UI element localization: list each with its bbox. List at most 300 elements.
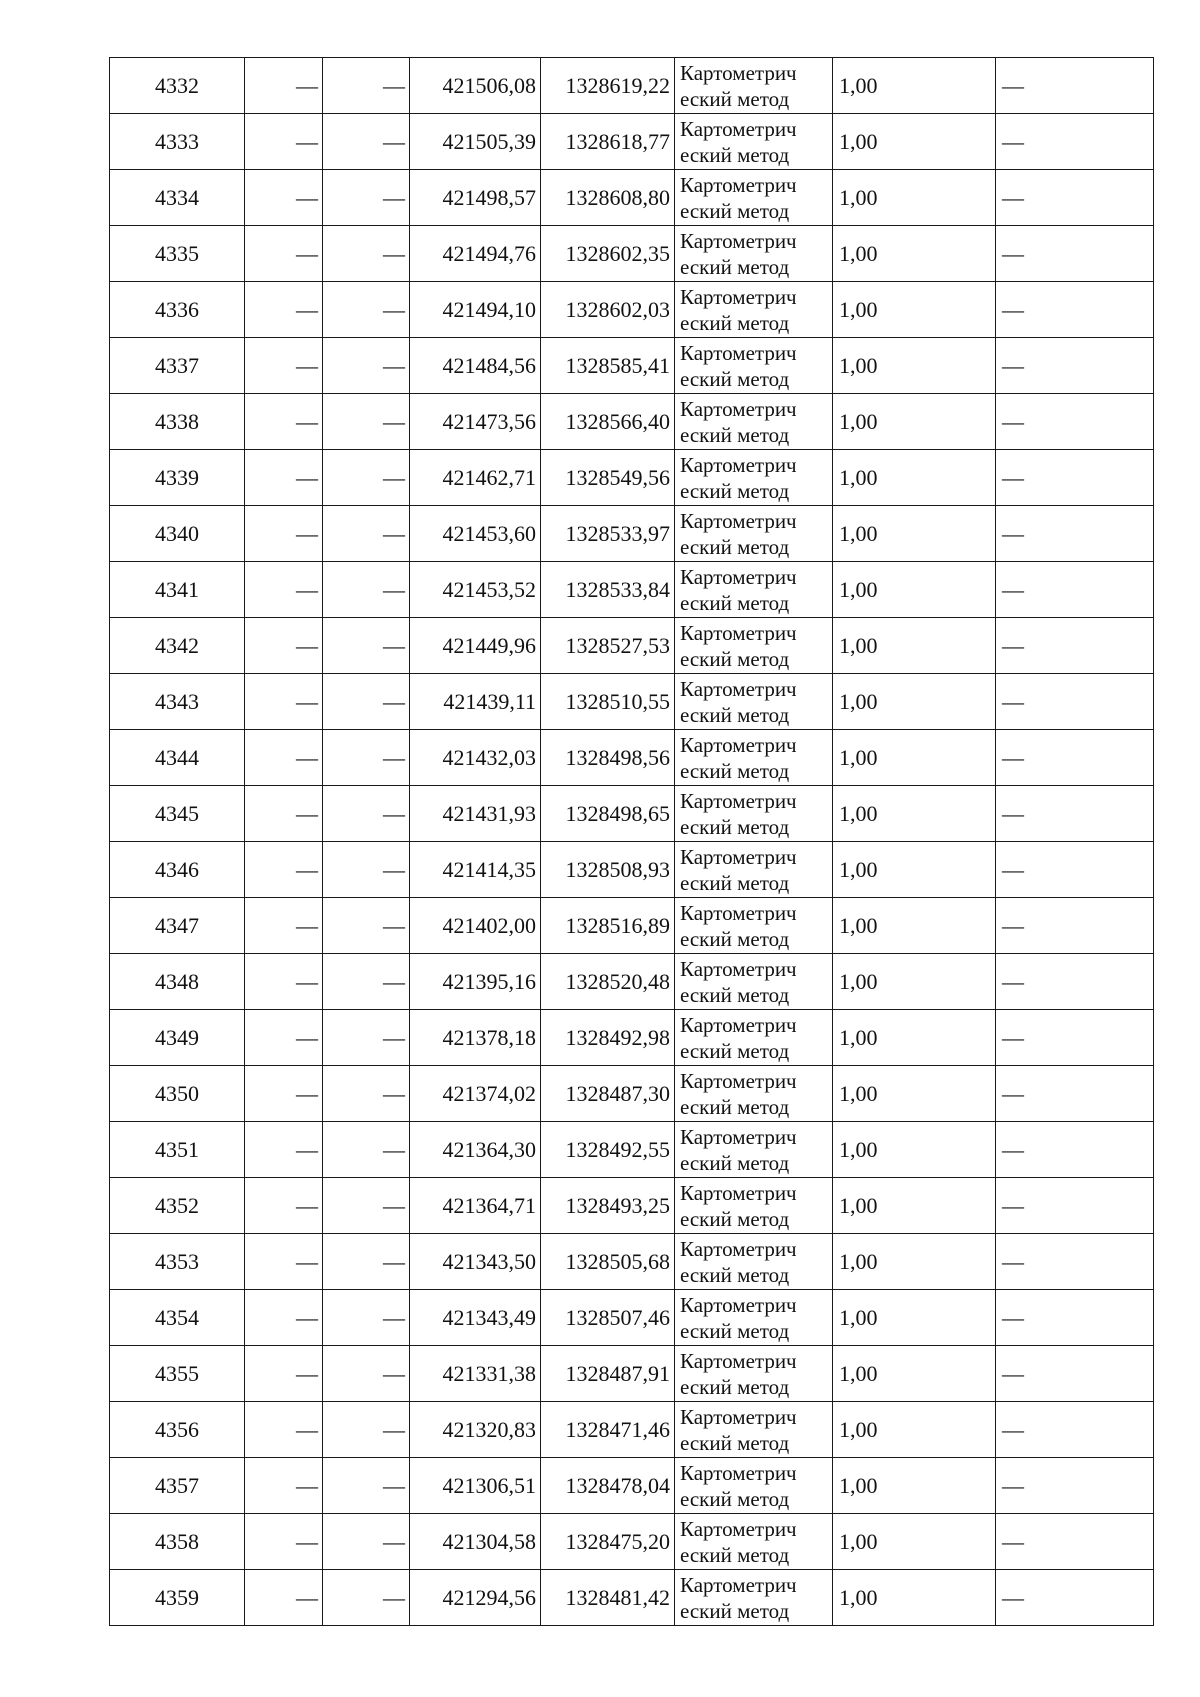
accuracy-value: 1,00 — [833, 1066, 996, 1122]
accuracy-value: 1,00 — [833, 1346, 996, 1402]
coordinate-y: 1328498,65 — [541, 786, 675, 842]
method-cell — [675, 1178, 833, 1234]
coordinate-y: 1328510,55 — [541, 674, 675, 730]
method-cell — [675, 450, 833, 506]
empty-cell: — — [323, 226, 410, 282]
point-number: 4337 — [110, 338, 245, 394]
empty-cell: — — [323, 1402, 410, 1458]
coordinate-y: 1328585,41 — [541, 338, 675, 394]
coordinate-y: 1328493,25 — [541, 1178, 675, 1234]
coordinate-x: 421432,03 — [410, 730, 541, 786]
point-number: 4346 — [110, 842, 245, 898]
accuracy-value: 1,00 — [833, 674, 996, 730]
table-row — [110, 114, 1154, 170]
empty-cell: — — [996, 1234, 1154, 1290]
accuracy-value: 1,00 — [833, 842, 996, 898]
empty-cell: — — [245, 1402, 323, 1458]
method-cell — [675, 170, 833, 226]
table-row — [110, 1010, 1154, 1066]
empty-cell: — — [245, 450, 323, 506]
coordinate-x: 421395,16 — [410, 954, 541, 1010]
empty-cell: — — [245, 1346, 323, 1402]
empty-cell: — — [996, 394, 1154, 450]
empty-cell: — — [323, 1346, 410, 1402]
coordinate-x: 421402,00 — [410, 898, 541, 954]
coordinate-y: 1328481,42 — [541, 1570, 675, 1626]
coordinate-y: 1328516,89 — [541, 898, 675, 954]
empty-cell: — — [996, 898, 1154, 954]
accuracy-value: 1,00 — [833, 338, 996, 394]
method-line-1: Картометрич — [680, 1292, 797, 1317]
coordinate-y: 1328487,91 — [541, 1346, 675, 1402]
point-number: 4350 — [110, 1066, 245, 1122]
empty-cell: — — [323, 170, 410, 226]
method-cell — [675, 114, 833, 170]
empty-cell: — — [245, 898, 323, 954]
point-number: 4356 — [110, 1402, 245, 1458]
accuracy-value: 1,00 — [833, 450, 996, 506]
coordinate-y: 1328487,30 — [541, 1066, 675, 1122]
point-number: 4342 — [110, 618, 245, 674]
empty-cell: — — [245, 282, 323, 338]
method-line-1: Картометрич — [680, 844, 797, 869]
method-line-2: еский метод — [680, 1486, 790, 1511]
method-line-1: Картометрич — [680, 60, 797, 85]
method-line-1: Картометрич — [680, 620, 797, 645]
table-row — [110, 618, 1154, 674]
empty-cell: — — [323, 450, 410, 506]
method-line-2: еский метод — [680, 1150, 790, 1175]
empty-cell: — — [245, 786, 323, 842]
table-row — [110, 58, 1154, 114]
accuracy-value: 1,00 — [833, 1402, 996, 1458]
accuracy-value: 1,00 — [833, 562, 996, 618]
empty-cell: — — [323, 1458, 410, 1514]
method-cell — [675, 394, 833, 450]
empty-cell: — — [245, 1122, 323, 1178]
empty-cell: — — [323, 114, 410, 170]
method-line-2: еский метод — [680, 1318, 790, 1343]
coordinate-x: 421343,49 — [410, 1290, 541, 1346]
accuracy-value: 1,00 — [833, 1458, 996, 1514]
method-line-1: Картометрич — [680, 508, 797, 533]
point-number: 4339 — [110, 450, 245, 506]
point-number: 4335 — [110, 226, 245, 282]
method-cell — [675, 1346, 833, 1402]
method-line-2: еский метод — [680, 1206, 790, 1231]
coordinate-x: 421306,51 — [410, 1458, 541, 1514]
method-line-2: еский метод — [680, 646, 790, 671]
method-line-2: еский метод — [680, 1262, 790, 1287]
method-line-2: еский метод — [680, 814, 790, 839]
point-number: 4349 — [110, 1010, 245, 1066]
empty-cell: — — [245, 1458, 323, 1514]
method-line-2: еский метод — [680, 366, 790, 391]
method-line-1: Картометрич — [680, 1348, 797, 1373]
point-number: 4352 — [110, 1178, 245, 1234]
empty-cell: — — [245, 506, 323, 562]
method-line-1: Картометрич — [680, 1236, 797, 1261]
empty-cell: — — [245, 170, 323, 226]
coordinate-y: 1328549,56 — [541, 450, 675, 506]
table-row — [110, 1122, 1154, 1178]
method-line-1: Картометрич — [680, 732, 797, 757]
empty-cell: — — [245, 674, 323, 730]
empty-cell: — — [323, 338, 410, 394]
empty-cell: — — [323, 618, 410, 674]
method-line-2: еский метод — [680, 478, 790, 503]
accuracy-value: 1,00 — [833, 170, 996, 226]
coordinate-y: 1328619,22 — [541, 58, 675, 114]
coordinate-y: 1328566,40 — [541, 394, 675, 450]
coordinate-y: 1328505,68 — [541, 1234, 675, 1290]
table-row — [110, 1290, 1154, 1346]
table-row — [110, 730, 1154, 786]
empty-cell: — — [996, 338, 1154, 394]
point-number: 4354 — [110, 1290, 245, 1346]
coordinate-x: 421343,50 — [410, 1234, 541, 1290]
method-line-2: еский метод — [680, 142, 790, 167]
empty-cell: — — [245, 1178, 323, 1234]
coordinate-y: 1328478,04 — [541, 1458, 675, 1514]
coordinate-x: 421331,38 — [410, 1346, 541, 1402]
empty-cell: — — [323, 1570, 410, 1626]
table-row — [110, 506, 1154, 562]
accuracy-value: 1,00 — [833, 1570, 996, 1626]
empty-cell: — — [323, 1178, 410, 1234]
method-cell — [675, 618, 833, 674]
point-number: 4338 — [110, 394, 245, 450]
coordinate-y: 1328471,46 — [541, 1402, 675, 1458]
method-line-1: Картометрич — [680, 284, 797, 309]
coordinate-x: 421374,02 — [410, 1066, 541, 1122]
accuracy-value: 1,00 — [833, 898, 996, 954]
point-number: 4355 — [110, 1346, 245, 1402]
method-line-1: Картометрич — [680, 228, 797, 253]
method-line-1: Картометрич — [680, 1012, 797, 1037]
empty-cell: — — [323, 1010, 410, 1066]
accuracy-value: 1,00 — [833, 226, 996, 282]
point-number: 4358 — [110, 1514, 245, 1570]
coordinate-x: 421494,76 — [410, 226, 541, 282]
empty-cell: — — [996, 1122, 1154, 1178]
accuracy-value: 1,00 — [833, 1234, 996, 1290]
empty-cell: — — [996, 226, 1154, 282]
coordinate-x: 421364,30 — [410, 1122, 541, 1178]
empty-cell: — — [245, 842, 323, 898]
coordinate-y: 1328520,48 — [541, 954, 675, 1010]
method-cell — [675, 842, 833, 898]
table-row — [110, 898, 1154, 954]
empty-cell: — — [996, 114, 1154, 170]
coordinate-x: 421506,08 — [410, 58, 541, 114]
empty-cell: — — [996, 730, 1154, 786]
method-cell — [675, 1458, 833, 1514]
empty-cell: — — [996, 842, 1154, 898]
coordinate-y: 1328602,35 — [541, 226, 675, 282]
table-row — [110, 954, 1154, 1010]
empty-cell: — — [996, 1178, 1154, 1234]
coordinate-y: 1328475,20 — [541, 1514, 675, 1570]
method-cell — [675, 1514, 833, 1570]
method-cell — [675, 786, 833, 842]
empty-cell: — — [996, 506, 1154, 562]
coordinate-y: 1328618,77 — [541, 114, 675, 170]
coordinate-x: 421294,56 — [410, 1570, 541, 1626]
point-number: 4351 — [110, 1122, 245, 1178]
coordinate-y: 1328533,84 — [541, 562, 675, 618]
method-cell — [675, 506, 833, 562]
coordinate-x: 421505,39 — [410, 114, 541, 170]
method-line-2: еский метод — [680, 534, 790, 559]
method-line-1: Картометрич — [680, 116, 797, 141]
method-cell — [675, 1402, 833, 1458]
empty-cell: — — [996, 954, 1154, 1010]
table-row — [110, 450, 1154, 506]
table-row — [110, 1402, 1154, 1458]
method-line-1: Картометрич — [680, 1180, 797, 1205]
table-row — [110, 226, 1154, 282]
point-number: 4344 — [110, 730, 245, 786]
method-line-1: Картометрич — [680, 1068, 797, 1093]
accuracy-value: 1,00 — [833, 1122, 996, 1178]
method-line-2: еский метод — [680, 1542, 790, 1567]
point-number: 4336 — [110, 282, 245, 338]
empty-cell: — — [996, 618, 1154, 674]
method-line-1: Картометрич — [680, 396, 797, 421]
method-line-1: Картометрич — [680, 956, 797, 981]
empty-cell: — — [996, 1290, 1154, 1346]
method-line-1: Картометрич — [680, 676, 797, 701]
empty-cell: — — [996, 1570, 1154, 1626]
table-row — [110, 1458, 1154, 1514]
method-cell — [675, 730, 833, 786]
coordinate-x: 421473,56 — [410, 394, 541, 450]
empty-cell: — — [996, 1458, 1154, 1514]
point-number: 4334 — [110, 170, 245, 226]
coordinates-table — [109, 57, 1154, 1626]
coordinate-y: 1328492,55 — [541, 1122, 675, 1178]
method-cell — [675, 898, 833, 954]
empty-cell: — — [996, 1514, 1154, 1570]
coordinate-y: 1328533,97 — [541, 506, 675, 562]
method-line-1: Картометрич — [680, 172, 797, 197]
method-line-2: еский метод — [680, 1430, 790, 1455]
point-number: 4348 — [110, 954, 245, 1010]
empty-cell: — — [323, 954, 410, 1010]
empty-cell: — — [323, 1066, 410, 1122]
empty-cell: — — [323, 1290, 410, 1346]
accuracy-value: 1,00 — [833, 114, 996, 170]
coordinate-y: 1328508,93 — [541, 842, 675, 898]
accuracy-value: 1,00 — [833, 1178, 996, 1234]
empty-cell: — — [323, 730, 410, 786]
coordinate-y: 1328602,03 — [541, 282, 675, 338]
method-line-1: Картометрич — [680, 564, 797, 589]
method-cell — [675, 226, 833, 282]
point-number: 4359 — [110, 1570, 245, 1626]
empty-cell: — — [323, 58, 410, 114]
method-cell — [675, 1290, 833, 1346]
method-cell — [675, 282, 833, 338]
coordinate-y: 1328507,46 — [541, 1290, 675, 1346]
method-line-2: еский метод — [680, 870, 790, 895]
method-cell — [675, 1234, 833, 1290]
empty-cell: — — [245, 954, 323, 1010]
method-line-2: еский метод — [680, 254, 790, 279]
coordinate-y: 1328608,80 — [541, 170, 675, 226]
method-line-1: Картометрич — [680, 1404, 797, 1429]
coordinate-x: 421414,35 — [410, 842, 541, 898]
point-number: 4353 — [110, 1234, 245, 1290]
method-line-2: еский метод — [680, 1094, 790, 1119]
coordinate-y: 1328492,98 — [541, 1010, 675, 1066]
table-row — [110, 786, 1154, 842]
empty-cell: — — [996, 562, 1154, 618]
method-line-1: Картометрич — [680, 340, 797, 365]
point-number: 4347 — [110, 898, 245, 954]
empty-cell: — — [245, 338, 323, 394]
method-cell — [675, 1066, 833, 1122]
accuracy-value: 1,00 — [833, 618, 996, 674]
accuracy-value: 1,00 — [833, 730, 996, 786]
method-line-2: еский метод — [680, 198, 790, 223]
empty-cell: — — [245, 562, 323, 618]
coordinate-x: 421364,71 — [410, 1178, 541, 1234]
empty-cell: — — [245, 1066, 323, 1122]
empty-cell: — — [996, 450, 1154, 506]
empty-cell: — — [996, 58, 1154, 114]
accuracy-value: 1,00 — [833, 1010, 996, 1066]
empty-cell: — — [245, 1290, 323, 1346]
table-row — [110, 1234, 1154, 1290]
empty-cell: — — [996, 786, 1154, 842]
table-row — [110, 674, 1154, 730]
empty-cell: — — [323, 786, 410, 842]
empty-cell: — — [323, 562, 410, 618]
table-row — [110, 282, 1154, 338]
table-row — [110, 1178, 1154, 1234]
point-number: 4343 — [110, 674, 245, 730]
method-line-2: еский метод — [680, 982, 790, 1007]
method-line-2: еский метод — [680, 1374, 790, 1399]
coordinate-y: 1328527,53 — [541, 618, 675, 674]
method-cell — [675, 1122, 833, 1178]
accuracy-value: 1,00 — [833, 58, 996, 114]
empty-cell: — — [245, 58, 323, 114]
table-row — [110, 562, 1154, 618]
method-line-2: еский метод — [680, 926, 790, 951]
empty-cell: — — [245, 1234, 323, 1290]
coordinate-x: 421378,18 — [410, 1010, 541, 1066]
empty-cell: — — [245, 1514, 323, 1570]
table-row — [110, 394, 1154, 450]
accuracy-value: 1,00 — [833, 506, 996, 562]
empty-cell: — — [323, 1514, 410, 1570]
empty-cell: — — [996, 1010, 1154, 1066]
method-line-2: еский метод — [680, 310, 790, 335]
accuracy-value: 1,00 — [833, 282, 996, 338]
table-row — [110, 170, 1154, 226]
empty-cell: — — [245, 730, 323, 786]
empty-cell: — — [996, 1066, 1154, 1122]
coordinate-x: 421484,56 — [410, 338, 541, 394]
method-line-1: Картометрич — [680, 1516, 797, 1541]
empty-cell: — — [996, 1346, 1154, 1402]
coordinate-x: 421449,96 — [410, 618, 541, 674]
method-line-2: еский метод — [680, 590, 790, 615]
accuracy-value: 1,00 — [833, 394, 996, 450]
table-body — [110, 58, 1154, 1626]
empty-cell: — — [245, 114, 323, 170]
empty-cell: — — [996, 674, 1154, 730]
point-number: 4332 — [110, 58, 245, 114]
point-number: 4333 — [110, 114, 245, 170]
empty-cell: — — [323, 282, 410, 338]
method-line-1: Картометрич — [680, 900, 797, 925]
coordinate-x: 421431,93 — [410, 786, 541, 842]
empty-cell: — — [996, 170, 1154, 226]
empty-cell: — — [323, 842, 410, 898]
table-row — [110, 1066, 1154, 1122]
method-line-1: Картометрич — [680, 1572, 797, 1597]
coordinate-x: 421453,60 — [410, 506, 541, 562]
point-number: 4341 — [110, 562, 245, 618]
coordinate-x: 421320,83 — [410, 1402, 541, 1458]
accuracy-value: 1,00 — [833, 786, 996, 842]
method-line-1: Картометрич — [680, 788, 797, 813]
method-cell — [675, 1010, 833, 1066]
empty-cell: — — [245, 618, 323, 674]
empty-cell: — — [996, 1402, 1154, 1458]
method-cell — [675, 58, 833, 114]
accuracy-value: 1,00 — [833, 954, 996, 1010]
table-row — [110, 1514, 1154, 1570]
coordinate-x: 421439,11 — [410, 674, 541, 730]
coordinate-x: 421494,10 — [410, 282, 541, 338]
empty-cell: — — [323, 506, 410, 562]
point-number: 4345 — [110, 786, 245, 842]
table-row — [110, 1346, 1154, 1402]
method-line-2: еский метод — [680, 422, 790, 447]
empty-cell: — — [245, 226, 323, 282]
empty-cell: — — [245, 394, 323, 450]
empty-cell: — — [996, 282, 1154, 338]
coordinate-x: 421304,58 — [410, 1514, 541, 1570]
coordinate-x: 421462,71 — [410, 450, 541, 506]
method-cell — [675, 1570, 833, 1626]
table-row — [110, 842, 1154, 898]
coordinate-x: 421498,57 — [410, 170, 541, 226]
method-line-1: Картометрич — [680, 452, 797, 477]
empty-cell: — — [245, 1570, 323, 1626]
point-number: 4340 — [110, 506, 245, 562]
empty-cell: — — [323, 394, 410, 450]
method-line-2: еский метод — [680, 1598, 790, 1623]
table-row — [110, 338, 1154, 394]
accuracy-value: 1,00 — [833, 1514, 996, 1570]
table-row — [110, 1570, 1154, 1626]
coordinate-x: 421453,52 — [410, 562, 541, 618]
method-line-2: еский метод — [680, 86, 790, 111]
method-cell — [675, 562, 833, 618]
empty-cell: — — [323, 898, 410, 954]
method-cell — [675, 954, 833, 1010]
method-cell — [675, 674, 833, 730]
empty-cell: — — [323, 1122, 410, 1178]
empty-cell: — — [323, 1234, 410, 1290]
method-line-2: еский метод — [680, 1038, 790, 1063]
